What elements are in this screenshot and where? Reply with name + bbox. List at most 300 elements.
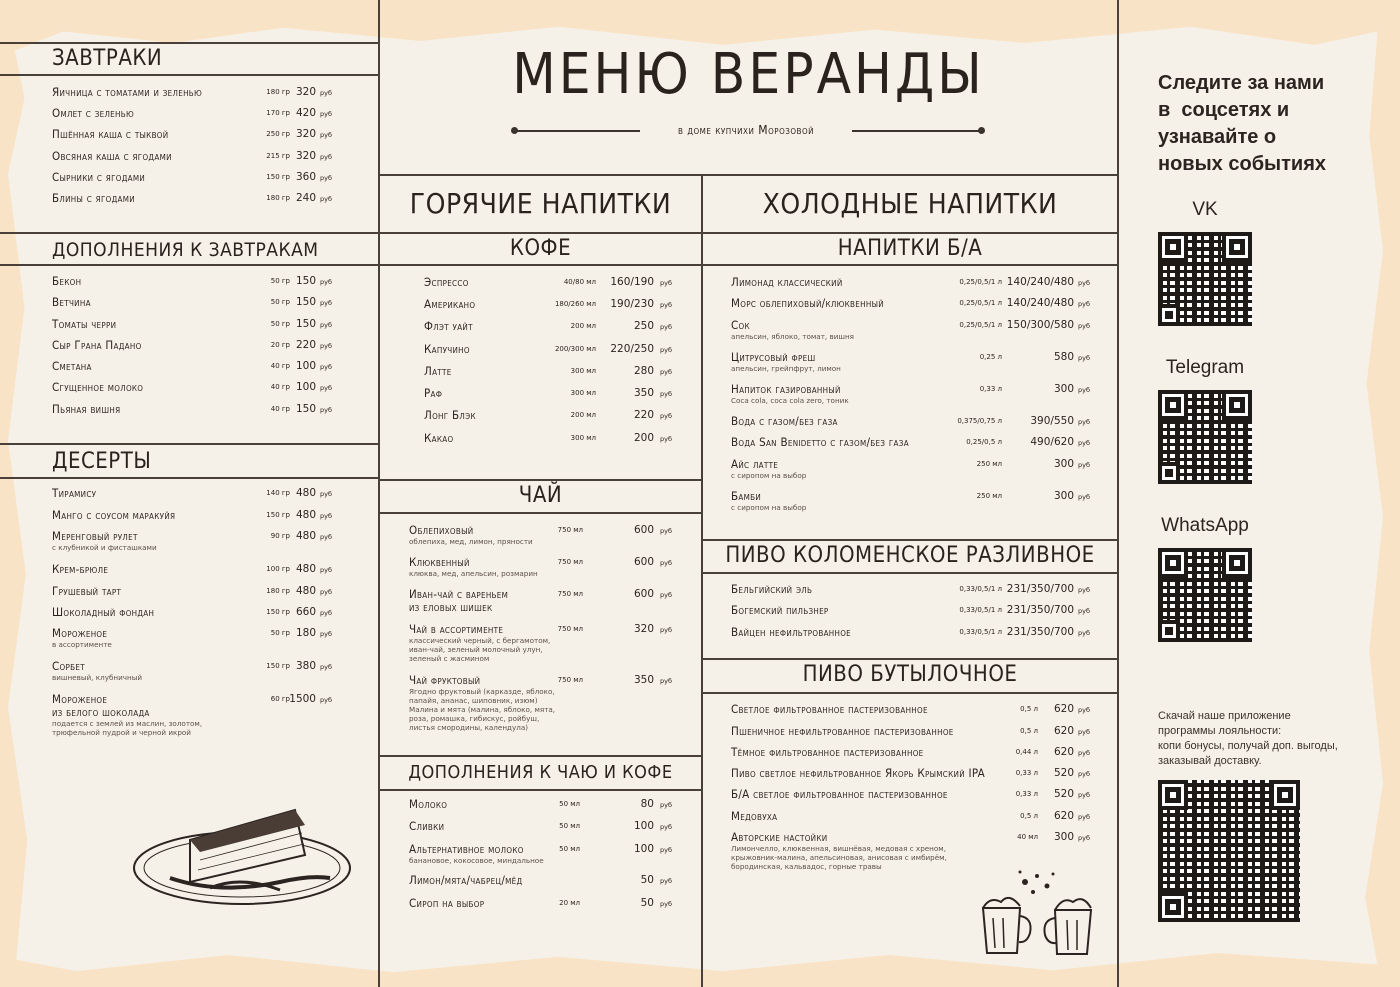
menu-item-description: с сиропом на выбор [731,471,807,480]
menu-item-currency: руб [1078,322,1090,330]
menu-item-price: 520 [1053,788,1074,800]
app-text-line: копи бонусы, получай доп. выгоды, [1158,740,1338,752]
menu-item-volume: 140 гр [266,489,290,497]
menu-item-name: Ветчина [52,295,91,309]
menu-item-volume: 50 гр [270,629,290,637]
menu-item-price: 350 [633,387,654,399]
menu-item-volume: 50 гр [270,298,290,306]
menu-item-volume: 20 гр [270,341,290,349]
menu-item-price: 620 [1053,725,1074,737]
menu-item-price: 231/350/700 [1006,583,1074,595]
menu-item-currency: руб [1078,439,1090,447]
menu-item-currency: руб [320,406,332,414]
app-text-line: Скачай наше приложение [1158,710,1291,722]
social-text-line: в соцсетях и [1158,99,1290,121]
app-text-line: программы лояльности: [1158,725,1282,737]
menu-item-volume: 250 мл [976,460,1002,468]
menu-item-price: 620 [1053,810,1074,822]
column-divider [1117,0,1119,987]
menu-item-currency: руб [1078,834,1090,842]
menu-item-price: 580 [1053,351,1074,363]
menu-item-volume: 40 гр [270,362,290,370]
menu-item-name: Бельгийский эль [731,582,813,596]
menu-item-volume: 750 мл [557,676,583,684]
menu-item-volume: 40 мл [1017,833,1038,841]
menu-item-name: Богемский пильзнер [731,603,829,617]
column-divider [701,174,703,987]
divider [701,692,1117,694]
menu-item-name: Иван-чай с вареньем [409,587,509,601]
social-text-line: узнавайте о [1158,126,1277,148]
menu-item-description: апельсин, грейпфрут, лимон [731,364,841,373]
menu-item-price: 300 [1053,831,1074,843]
menu-item-currency: руб [1078,279,1090,287]
menu-item-name: Крем-брюле [52,562,109,576]
menu-item-price: 480 [295,509,316,521]
menu-item-volume: 0,33 л [1015,790,1038,798]
menu-item-name: Чай в ассортименте [409,622,504,636]
menu-item-name: Латте [424,364,452,378]
menu-item-volume: 150 гр [266,173,290,181]
menu-item-volume: 0,25/0,5/1 л [959,278,1002,286]
menu-item-name: Вода San Benidetto с газом/без газа [731,435,909,449]
menu-item-currency: руб [1078,386,1090,394]
menu-item-price: 150 [295,318,316,330]
menu-item-price: 150 [295,403,316,415]
menu-item-currency: руб [320,153,332,161]
menu-item-volume: 180/260 мл [554,300,596,308]
divider [378,174,1117,176]
menu-item-price: 320 [295,150,316,162]
menu-item-volume: 0,33/0,5/1 л [959,585,1002,593]
menu-item-description: иван-чай, зеленый молочный улун, [409,645,543,654]
menu-item-volume: 250 гр [266,130,290,138]
menu-item-currency: руб [320,89,332,97]
menu-item-price: 620 [1053,703,1074,715]
menu-item-description: облепиха, мед, лимон, пряности [409,537,533,546]
menu-item-description: с клубникой и фисташками [52,543,157,552]
menu-item-volume: 50 мл [559,800,580,808]
menu-item-volume: 0,5 л [1020,812,1038,820]
menu-item-currency: руб [660,301,672,309]
menu-item-name: Пиво светлое нефильтрованное Якорь Крымский IPA [731,766,986,780]
menu-item-description: Лимончелло, клюквенная, вишнёвая, медовая с хреном, [731,844,946,853]
menu-item-price: 200 [633,432,654,444]
menu-item-currency: руб [1078,629,1090,637]
menu-item-volume: 90 гр [270,532,290,540]
menu-item-volume: 0,5 л [1020,727,1038,735]
divider [701,658,1117,660]
menu-item-currency: руб [660,390,672,398]
menu-item-name-line2: из еловых шишек [409,600,493,614]
divider [378,479,701,481]
menu-item-price: 190/230 [610,298,654,310]
menu-item-currency: руб [660,279,672,287]
menu-item-volume: 0,33 л [979,385,1002,393]
section-title-soft-drinks: НАПИТКИ Б/А [837,236,983,261]
menu-item-volume: 170 гр [266,109,290,117]
menu-item-currency: руб [1078,418,1090,426]
menu-item-name: Напиток газированный [731,382,841,396]
menu-item-price: 420 [295,107,316,119]
menu-item-name: Цитрусовый фреш [731,350,816,364]
page-subtitle: в доме купчихи Морозовой [640,122,852,138]
menu-item-name: Бамби [731,489,762,503]
cheesecake-illustration [130,800,355,910]
menu-item-price: 600 [633,524,654,536]
menu-item-name: Лимон/мята/чабрец/мёд [409,873,523,887]
vk-qr-code[interactable] [1158,232,1252,326]
menu-item-price: 320 [295,86,316,98]
menu-item-name: Пшеничное нефильтрованное пастеризованное [731,724,954,738]
menu-item-currency: руб [320,384,332,392]
menu-item-volume: 0,33/0,5/1 л [959,628,1002,636]
app-promo-text [1158,709,1338,769]
menu-item-description: листья смородины, календула) [409,723,529,732]
menu-item-name: Чай фруктовый [409,673,481,687]
menu-item-description: Coca cola, coca cola zero, тоник [731,396,849,405]
menu-item-name: Овсяная каша с ягодами [52,149,172,163]
menu-item-currency: руб [320,566,332,574]
menu-item-volume: 0,33/0,5/1 л [959,606,1002,614]
menu-item-currency: руб [320,278,332,286]
menu-item-name: Сироп на выбор [409,896,485,910]
menu-item-name: Сметана [52,359,92,373]
menu-item-currency: руб [320,512,332,520]
menu-item-price: 520 [1053,767,1074,779]
menu-item-currency: руб [660,823,672,831]
menu-item-description: клюква, мед, апельсин, розмарин [409,569,538,578]
menu-item-price: 480 [295,563,316,575]
menu-item-price: 140/240/480 [1006,276,1074,288]
menu-item-currency: руб [320,663,332,671]
menu-item-volume: 50 гр [270,277,290,285]
menu-item-price: 100 [295,360,316,372]
menu-item-volume: 0,25/0,5/1 л [959,299,1002,307]
menu-item-description: бородинская, кальвадос, горные травы [731,862,882,871]
menu-item-volume: 0,33 л [1015,769,1038,777]
menu-item-name: Сок [731,318,750,332]
menu-item-volume: 0,5 л [1020,705,1038,713]
menu-item-volume: 40 гр [270,383,290,391]
menu-item-name: Бекон [52,274,82,288]
menu-item-name: Айс латте [731,457,779,471]
menu-item-volume: 150 гр [266,608,290,616]
menu-item-name: Вайцен нефильтрованное [731,625,852,639]
menu-item-currency: руб [660,900,672,908]
menu-item-currency: руб [1078,791,1090,799]
menu-item-name: Медовуха [731,809,778,823]
menu-item-currency: руб [660,626,672,634]
menu-item-volume: 300 мл [570,367,596,375]
menu-item-currency: руб [320,174,332,182]
menu-item-currency: руб [660,435,672,443]
menu-item-name: Облепиховый [409,523,474,537]
menu-item-name: Пьяная вишня [52,402,121,416]
divider [378,232,1117,234]
menu-item-price: 360 [295,171,316,183]
menu-item-name-line2: из белого шоколада [52,705,150,719]
ornament-dot [978,127,985,134]
menu-item-price: 390/550 [1030,415,1074,427]
menu-item-currency: руб [1078,770,1090,778]
divider [701,572,1117,574]
menu-item-volume: 0,25 л [979,353,1002,361]
menu-item-description: Малина и мята (малина, яблоко, мята, [409,705,556,714]
menu-item-currency: руб [660,559,672,567]
menu-item-currency: руб [320,630,332,638]
app-text-line: заказывай доставку. [1158,755,1262,767]
menu-item-currency: руб [1078,607,1090,615]
menu-item-price: 180 [295,627,316,639]
menu-item-price: 300 [1053,490,1074,502]
menu-item-currency: руб [320,195,332,203]
menu-item-price: 480 [295,585,316,597]
menu-item-volume: 200 мл [570,411,596,419]
menu-item-price: 160/190 [610,276,654,288]
menu-item-price: 620 [1053,746,1074,758]
section-title-bottled-beer: ПИВО БУТЫЛОЧНОЕ [802,662,1018,687]
menu-item-name: Мороженое [52,626,108,640]
section-title-tea-addons: ДОПОЛНЕНИЯ К ЧАЮ И КОФЕ [408,762,673,783]
menu-item-currency: руб [1078,493,1090,501]
menu-item-price: 350 [633,674,654,686]
menu-item-currency: руб [1078,728,1090,736]
menu-item-price: 50 [640,897,654,909]
section-title-desserts: ДЕСЕРТЫ [52,449,152,474]
menu-item-price: 300 [1053,383,1074,395]
menu-item-currency: руб [320,696,332,704]
section-title-tea: ЧАЙ [518,483,563,508]
menu-item-price: 150 [295,275,316,287]
menu-item-currency: руб [660,677,672,685]
menu-item-name: Томаты черри [52,317,117,331]
menu-item-currency: руб [1078,354,1090,362]
menu-item-name: Раф [424,386,443,400]
menu-item-price: 50 [640,874,654,886]
menu-item-currency: руб [660,412,672,420]
menu-item-volume: 180 гр [266,88,290,96]
menu-item-description: Ягодно фруктовый (карказде, яблоко, [409,687,555,696]
section-title-breakfast: ЗАВТРАКИ [52,46,163,71]
social-follow-text [1158,70,1326,178]
menu-item-price: 150/300/580 [1006,319,1074,331]
menu-item-volume: 180 гр [266,194,290,202]
menu-item-price: 100 [633,843,654,855]
menu-item-price: 1500 [289,693,316,705]
menu-item-volume: 20 мл [559,899,580,907]
section-title-hot-drinks: ГОРЯЧИЕ НАПИТКИ [409,187,672,220]
menu-item-name: Морс облепиховый/клюквенный [731,296,884,310]
menu-item-price: 231/350/700 [1006,626,1074,638]
menu-item-currency: руб [320,533,332,541]
menu-item-volume: 60 гр [270,695,290,703]
menu-item-name: Манго с соусом маракуйя [52,508,176,522]
menu-item-currency: руб [320,299,332,307]
menu-item-currency: руб [1078,586,1090,594]
menu-item-description: подается с землей из маслин, золотом, [52,719,203,728]
section-title-addons: ДОПОЛНЕНИЯ К ЗАВТРАКАМ [52,239,319,261]
menu-item-name: Сорбет [52,659,85,673]
menu-item-price: 100 [633,820,654,832]
menu-item-description: апельсин, яблоко, томат, вишня [731,332,854,341]
menu-item-currency: руб [660,801,672,809]
menu-item-volume: 50 гр [270,320,290,328]
menu-item-name: Американо [424,297,476,311]
page-title: МЕНЮ ВЕРАНДЫ [512,42,985,107]
menu-item-price: 100 [295,381,316,393]
menu-item-price: 380 [295,660,316,672]
menu-item-name: Блины с ягодами [52,191,135,205]
menu-item-currency: руб [320,131,332,139]
menu-item-price: 220/250 [610,343,654,355]
menu-item-volume: 0,375/0,75 л [957,417,1002,425]
menu-item-name: Светлое фильтрованное пастеризованное [731,702,928,716]
menu-item-price: 320 [295,128,316,140]
divider [701,539,1117,541]
menu-item-currency: руб [320,342,332,350]
menu-item-name: Какао [424,431,454,445]
telegram-qr-code[interactable] [1158,390,1252,484]
menu-item-price: 480 [295,530,316,542]
menu-item-volume: 0,25/0,5 л [966,438,1002,446]
menu-item-price: 150 [295,296,316,308]
menu-item-price: 140/240/480 [1006,297,1074,309]
divider [378,512,701,514]
menu-item-currency: руб [320,609,332,617]
menu-item-currency: руб [660,323,672,331]
menu-item-name: Сыр Грана Падано [52,338,142,352]
menu-item-price: 660 [295,606,316,618]
menu-item-description: крыжовник-малина, апельсиновая, анисовая с имбирём, [731,853,947,862]
menu-item-currency: руб [1078,749,1090,757]
menu-item-currency: руб [1078,813,1090,821]
menu-item-currency: руб [1078,300,1090,308]
menu-item-currency: руб [320,321,332,329]
menu-item-volume: 250 мл [976,492,1002,500]
menu-item-name: Меренговый рулет [52,529,138,543]
menu-item-description: в ассортименте [52,640,112,649]
beer-mugs-illustration [975,868,1100,958]
vk-label: VK [1192,199,1218,220]
menu-item-name: Сырники с ягодами [52,170,146,184]
menu-item-price: 280 [633,365,654,377]
menu-item-volume: 40/80 мл [563,278,596,286]
divider [378,789,701,791]
section-title-cold-drinks: ХОЛОДНЫЕ НАПИТКИ [762,187,1058,220]
menu-item-name: Лонг Блэк [424,408,476,422]
menu-item-volume: 215 гр [266,152,290,160]
menu-item-name: Вода с газом/без газа [731,414,838,428]
menu-item-price: 240 [295,192,316,204]
menu-item-name: Молоко [409,797,448,811]
menu-item-volume: 180 гр [266,587,290,595]
menu-item-volume: 100 гр [266,565,290,573]
menu-item-price: 300 [1053,458,1074,470]
menu-item-currency: руб [320,490,332,498]
menu-item-name: Сгущенное молоко [52,380,144,394]
menu-item-price: 480 [295,487,316,499]
menu-item-currency: руб [660,346,672,354]
telegram-label: Telegram [1165,357,1245,378]
menu-item-price: 220 [633,409,654,421]
section-title-coffee: КОФЕ [509,236,572,261]
menu-item-volume: 750 мл [557,590,583,598]
social-text-line: Следите за нами [1158,72,1325,94]
menu-item-name: Флэт уайт [424,319,473,333]
menu-item-name: Эспрессо [424,275,469,289]
menu-item-price: 320 [633,623,654,635]
ornament-dot [511,127,518,134]
menu-item-currency: руб [660,846,672,854]
menu-item-description: с сиропом на выбор [731,503,807,512]
menu-item-volume: 750 мл [557,526,583,534]
menu-item-name: Авторские настойки [731,830,828,844]
menu-item-volume: 50 мл [559,822,580,830]
menu-item-volume: 300 мл [570,434,596,442]
menu-item-currency: руб [660,527,672,535]
menu-item-currency: руб [320,110,332,118]
menu-item-name: Омлет с зеленью [52,106,135,120]
menu-item-currency: руб [660,877,672,885]
menu-item-currency: руб [1078,706,1090,714]
menu-item-name: Шоколадный фондан [52,605,155,619]
menu-item-currency: руб [1078,461,1090,469]
menu-item-name: Лимонад классический [731,275,843,289]
menu-item-currency: руб [320,588,332,596]
app-qr-code[interactable] [1158,780,1300,922]
menu-item-volume: 750 мл [557,558,583,566]
menu-item-name: Сливки [409,819,445,833]
menu-item-price: 600 [633,556,654,568]
menu-item-name: Б/А светлое фильтрованное пастеризованное [731,787,948,801]
menu-item-name: Тёмное фильтрованное пастеризованное [731,745,924,759]
menu-item-name: Альтернативное молоко [409,842,524,856]
menu-item-volume: 300 мл [570,389,596,397]
menu-item-description: папайя, ананас, шиповник, изюм) [409,696,538,705]
menu-item-volume: 0,25/0,5/1 л [959,321,1002,329]
menu-item-description: роза, ромашка, гибискус, ройбуш, [409,714,540,723]
menu-item-name: Грушевый тарт [52,584,122,598]
menu-item-volume: 750 мл [557,625,583,633]
menu-item-currency: руб [660,591,672,599]
whatsapp-label: WhatsApp [1161,515,1249,536]
menu-item-name: Мороженое [52,692,108,706]
menu-item-name: Тирамису [52,486,97,500]
menu-item-name: Яичница с томатами и зеленью [52,85,203,99]
menu-item-description: зеленый с жасмином [409,654,490,663]
menu-item-price: 250 [633,320,654,332]
menu-item-name: Клюквенный [409,555,470,569]
menu-item-volume: 50 мл [559,845,580,853]
divider [378,264,1117,266]
menu-item-currency: руб [320,363,332,371]
section-title-draft-beer: ПИВО КОЛОМЕНСКОЕ РАЗЛИВНОЕ [725,543,1095,568]
menu-item-name: Капучино [424,342,470,356]
menu-item-price: 600 [633,588,654,600]
divider [378,755,701,757]
menu-item-currency: руб [660,368,672,376]
menu-item-name: Пшённая каша с тыквой [52,127,169,141]
menu-item-price: 490/620 [1030,436,1074,448]
whatsapp-qr-code[interactable] [1158,548,1252,642]
menu-item-volume: 40 гр [270,405,290,413]
menu-item-volume: 200/300 мл [554,345,596,353]
social-text-line: новых событиях [1158,153,1327,175]
menu-item-price: 231/350/700 [1006,604,1074,616]
menu-item-description: вишневый, клубничный [52,673,143,682]
menu-item-description: классический черный, с бергамотом, [409,636,551,645]
